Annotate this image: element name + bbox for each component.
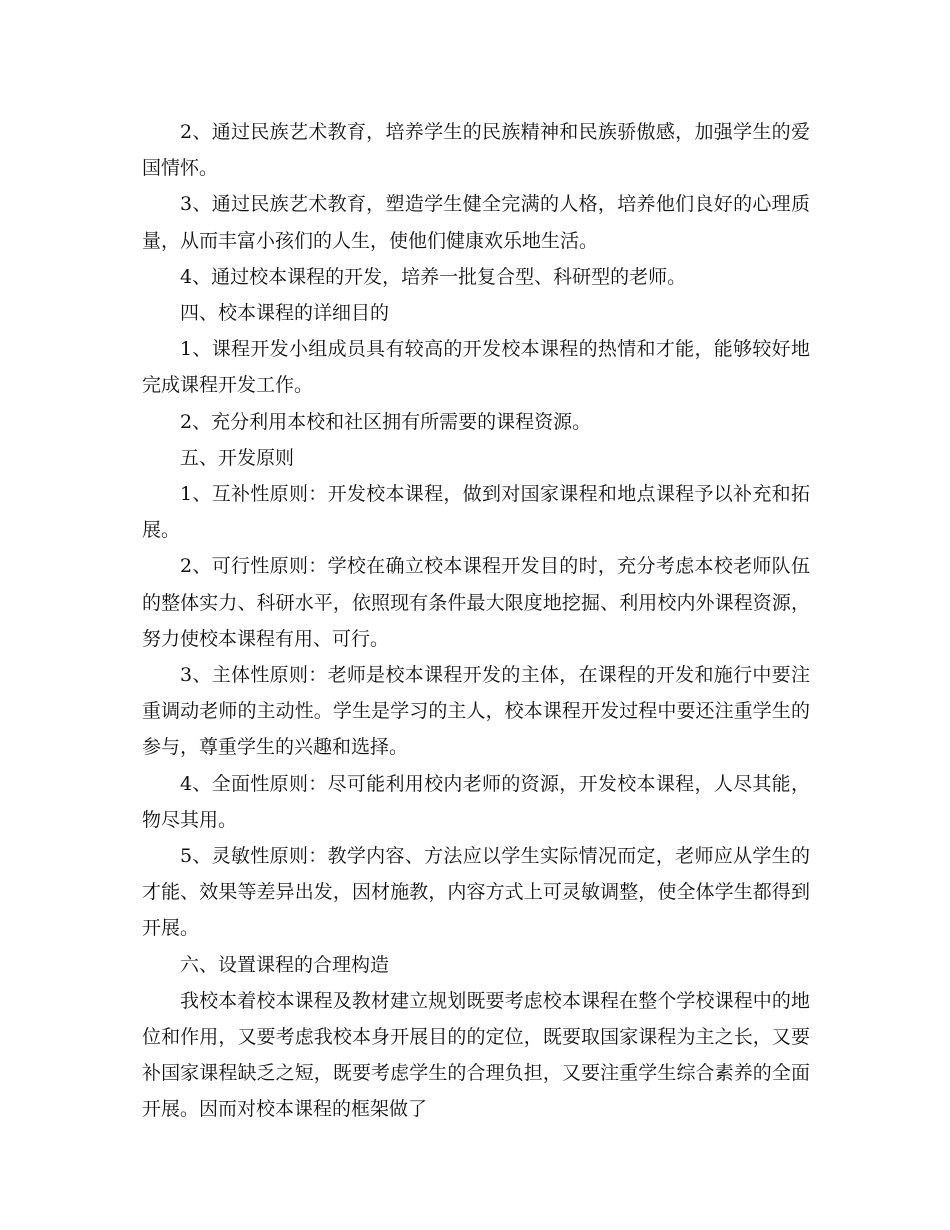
paragraph-goal-4: 4、通过校本课程的开发，培养一批复合型、科研型的老师。 bbox=[180, 265, 687, 288]
paragraph-structure: 我校本着校本课程及教材建立规划既要考虑校本课程在整个学校课程中的地位和作用，又要考虑我校本身开展目的的定位，既要取国家课程为主之长，又要补国家课程缺乏之短，既要考虑学生的合理负担，又要注重学生综合素养的全面开展。因而对校本课程的框架做了 bbox=[142, 989, 810, 1121]
paragraph-objective-2: 2、充分利用本校和社区拥有所需要的课程资源。 bbox=[180, 410, 592, 433]
section-heading-4: 四、校本课程的详细目的 bbox=[180, 302, 390, 325]
section-heading-6: 六、设置课程的合理构造 bbox=[180, 953, 390, 976]
paragraph-goal-2: 2、通过民族艺术教育，培养学生的民族精神和民族骄傲感，加强学生的爱国情怀。 bbox=[142, 121, 810, 180]
paragraph-objective-1: 1、课程开发小组成员具有较高的开发校本课程的热情和才能，能够较好地完成课程开发工作。 bbox=[142, 338, 810, 397]
paragraph-goal-3: 3、通过民族艺术教育，塑造学生健全完满的人格，培养他们良好的心理质量，从而丰富小孩们的人生，使他们健康欢乐地生活。 bbox=[142, 193, 810, 252]
paragraph-principle-4: 4、全面性原则：尽可能利用校内老师的资源，开发校本课程，人尽其能，物尽其用。 bbox=[142, 772, 810, 831]
paragraph-principle-5: 5、灵敏性原则：教学内容、方法应以学生实际情况而定，老师应从学生的才能、效果等差异出发，因材施教，内容方式上可灵敏调整，使全体学生都得到开展。 bbox=[142, 845, 810, 940]
paragraph-principle-2: 2、可行性原则：学校在确立校本课程开发目的时，充分考虑本校老师队伍的整体实力、科研水平，依照现有条件最大限度地挖掘、利用校内外课程资源，努力使校本课程有用、可行。 bbox=[142, 555, 810, 650]
section-heading-5: 五、开发原则 bbox=[180, 446, 295, 469]
paragraph-principle-3: 3、主体性原则：老师是校本课程开发的主体，在课程的开发和施行中要注重调动老师的主动性。学生是学习的主人，校本课程开发过程中要还注重学生的参与，尊重学生的兴趣和选择。 bbox=[142, 664, 810, 759]
paragraph-principle-1: 1、互补性原则：开发校本课程，做到对国家课程和地点课程予以补充和拓展。 bbox=[142, 483, 810, 542]
document-page bbox=[142, 114, 810, 1128]
